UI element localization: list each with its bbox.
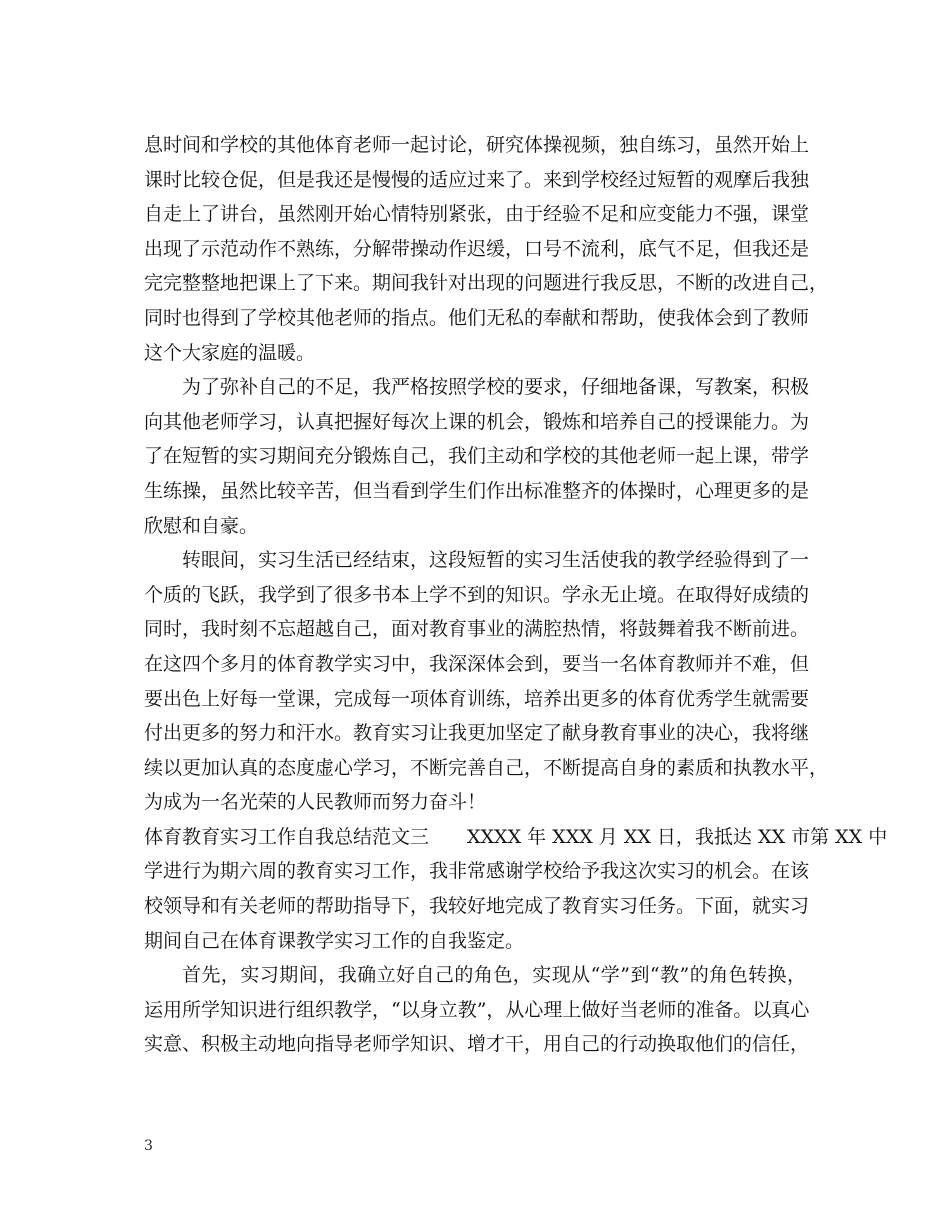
text-line: 课时比较仓促，但是我还是慢慢的适应过来了。来到学校经过短暂的观摩后我独 (144, 168, 810, 191)
text-line: 首先，实习期间，我确立好自己的角色，实现从“学”到“教”的角色转换， (182, 964, 806, 987)
text-line: 为成为一名光荣的人民教师而努力奋斗！ (144, 791, 487, 814)
text-line: 期间自己在体育课教学实习工作的自我鉴定。 (144, 929, 525, 952)
text-line: 要出色上好每一堂课，完成每一项体育训练，培养出更多的体育优秀学生就需要 (144, 687, 810, 710)
text-line: 欣慰和自豪。 (144, 514, 259, 537)
text-line: 息时间和学校的其他体育老师一起讨论，研究体操视频，独自练习，虽然开始上 (144, 134, 810, 156)
page-number: 3 (144, 1138, 153, 1154)
text-line: 在这四个多月的体育教学实习中，我深深体会到，要当一名体育教师并不难，但 (144, 652, 810, 675)
text-line: 同时也得到了学校其他老师的指点。他们无私的奉献和帮助，使我体会到了教师 (144, 306, 810, 329)
text-line: 为了弥补自己的不足，我严格按照学校的要求，仔细地备课，写教案，积极 (182, 376, 810, 399)
text-line: 完完整整地把课上了下来。期间我针对出现的问题进行我反思，不断的改进自己， (144, 272, 829, 295)
text-line: 运用所学知识进行组织教学，“以身立教”，从心理上做好当老师的准备。以真心 (144, 998, 810, 1021)
text-line: 续以更加认真的态度虚心学习，不断完善自己，不断提高自身的素质和执教水平， (144, 756, 829, 779)
text-line: 同时，我时刻不忘超越自己，面对教育事业的满腔热情，将鼓舞着我不断前进。 (144, 618, 810, 641)
text-line: 出现了示范动作不熟练，分解带操动作迟缓，口号不流利，底气不足，但我还是 (144, 237, 810, 260)
text-line: 这个大家庭的温暖。 (144, 341, 316, 364)
text-line: 付出更多的努力和汗水。教育实习让我更加坚定了献身教育事业的决心，我将继 (144, 722, 810, 745)
text-line: 自走上了讲台，虽然刚开始心情特别紧张，由于经验不足和应变能力不强，课堂 (144, 203, 810, 226)
text-line: 转眼间，实习生活已经结束，这段短暂的实习生活使我的教学经验得到了一 (182, 549, 810, 572)
text-line: 学进行为期六周的教育实习工作，我非常感谢学校给予我这次实习的机会。在该 (144, 860, 810, 883)
text-line: 校领导和有关老师的帮助指导下，我较好地完成了教育实习任务。下面，就实习 (144, 895, 810, 918)
text-line: 实意、积极主动地向指导老师学知识、增才干，用自己的行动换取他们的信任， (144, 1033, 810, 1056)
text-line: 体育教育实习工作自我总结范文三 XXXX 年 XXX 月 XX 日，我抵达 XX 市第 XX 中 (144, 825, 888, 848)
text-line: 向其他老师学习，认真把握好每次上课的机会，锻炼和培养自己的授课能力。为 (144, 410, 810, 433)
text-line: 个质的飞跃，我学到了很多书本上学不到的知识。学永无止境。在取得好成绩的 (144, 583, 810, 606)
text-line: 了在短暂的实习期间充分锻炼自己，我们主动和学校的其他老师一起上课，带学 (144, 445, 810, 468)
text-line: 生练操，虽然比较辛苦，但当看到学生们作出标准整齐的体操时，心理更多的是 (144, 479, 810, 502)
document-body (144, 128, 888, 1062)
